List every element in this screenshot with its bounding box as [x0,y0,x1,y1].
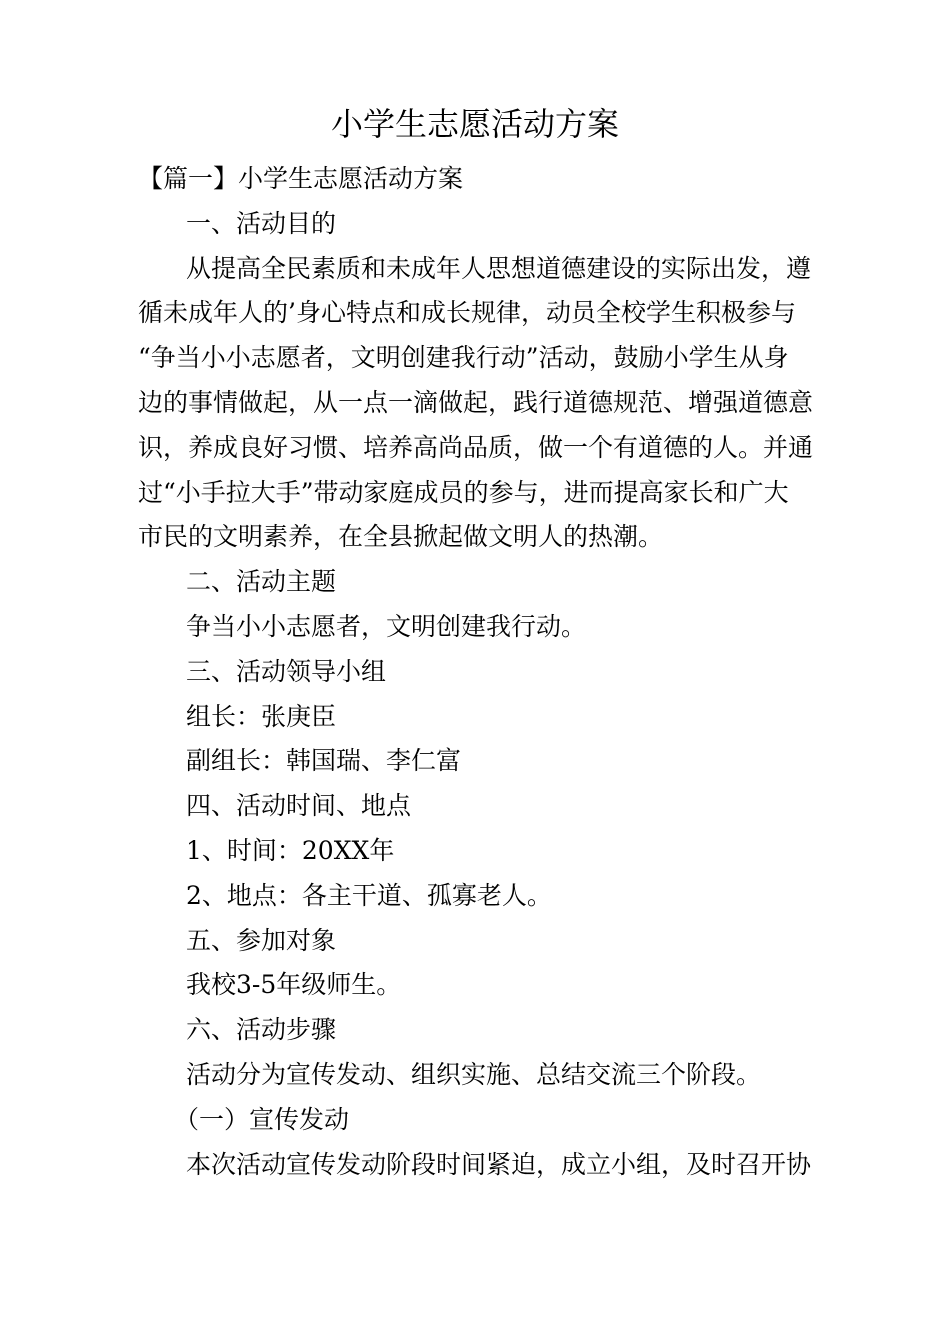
document-body [138,157,830,1187]
leader-text: 组长：张庚臣 [186,701,337,731]
heading-participants: 五、参加对象 [186,925,337,955]
document-title: 小学生志愿活动方案 [330,105,619,143]
publicity-text: 本次活动宣传发动阶段时间紧迫，成立小组，及时召开协 [186,1149,812,1179]
theme-text: 争当小小志愿者，文明创建我行动。 [186,611,587,641]
heading-theme: 二、活动主题 [186,567,337,597]
purpose-line-7: 市民的文明素养，在全县掀起做文明人的热潮。 [138,522,664,552]
section-header: 【篇一】小学生志愿活动方案 [138,164,464,193]
deputy-text: 副组长：韩国瑞、李仁富 [186,746,462,776]
heading-steps: 六、活动步骤 [186,1015,337,1045]
heading-leadership: 三、活动领导小组 [186,656,387,686]
purpose-line-3: “争当小小志愿者，文明创建我行动”活动，鼓励小学生从身 [138,343,789,373]
time-text: 1、时间：20XX年 [186,835,395,865]
participants-text: 我校3-5年级师生。 [186,970,402,1000]
heading-time-place: 四、活动时间、地点 [186,791,412,821]
subheading-publicity: （一）宣传发动 [174,1104,350,1134]
purpose-line-2: 循未成年人的’身心特点和成长规律，动员全校学生积极参与 [138,298,796,328]
steps-text: 活动分为宣传发动、组织实施、总结交流三个阶段。 [186,1059,762,1089]
place-text: 2、地点：各主干道、孤寡老人。 [186,880,552,910]
purpose-line-1: 从提高全民素质和未成年人思想道德建设的实际出发，遵 [186,253,812,283]
purpose-line-6: 过“小手拉大手”带动家庭成员的参与，进而提高家长和广大 [138,477,789,507]
purpose-line-5: 识，养成良好习惯、培养高尚品质，做一个有道德的人。并通 [138,432,814,462]
heading-purpose: 一、活动目的 [186,208,337,238]
purpose-line-4: 边的事情做起，从一点一滴做起，践行道德规范、增强道德意 [138,387,814,417]
